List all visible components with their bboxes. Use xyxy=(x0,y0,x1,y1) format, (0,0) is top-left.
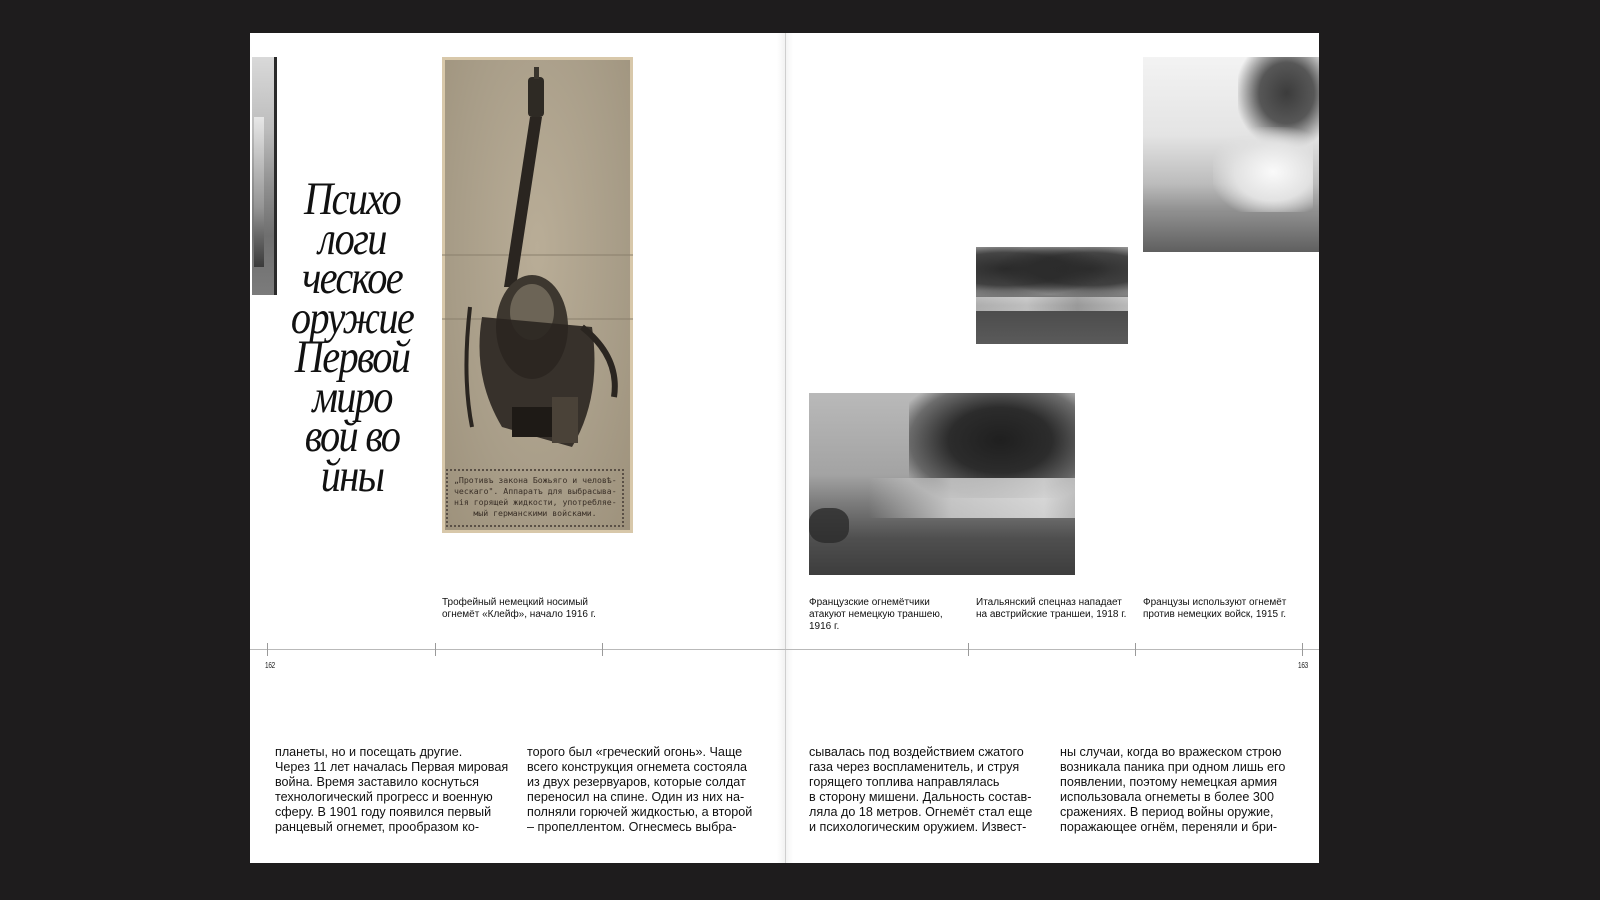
body-line: появлении, поэтому немецкая армия xyxy=(1060,775,1278,789)
caption-line: атакуют немецкую траншею, xyxy=(809,609,943,620)
article-title xyxy=(280,173,424,502)
body-line: торого был «греческий огонь». Чаще xyxy=(527,745,743,759)
flamethrower-clipping-photo xyxy=(442,57,633,533)
body-line: технологический прогресс и военную xyxy=(275,790,493,804)
title-line: йны xyxy=(320,449,384,502)
caption-line: Французы используют огнемёт xyxy=(1143,597,1287,608)
spine-fold xyxy=(785,33,786,863)
title-line: Первой xyxy=(294,331,410,383)
caption-klepper xyxy=(442,597,602,621)
grid-tick xyxy=(435,643,436,656)
body-line: сферу. В 1901 году появился первый xyxy=(275,805,492,819)
grid-tick xyxy=(1302,643,1303,656)
body-column-2 xyxy=(527,745,767,835)
grid-tick xyxy=(968,643,969,656)
body-line: полняли горючей жидкостью, а второй xyxy=(527,805,753,819)
flamethrower-illustration xyxy=(442,57,633,467)
clipping-line: мый германскими войсками. xyxy=(473,508,597,518)
cropped-photo-left-edge xyxy=(252,57,277,295)
caption-line: огнемёт «Клейф», начало 1916 г. xyxy=(442,609,596,620)
caption-line: на австрийские траншеи, 1918 г. xyxy=(976,609,1127,620)
body-column-3 xyxy=(809,745,1049,835)
grid-tick xyxy=(1135,643,1136,656)
body-line: газа через воспламенитель, и струя xyxy=(809,760,1020,774)
title-line: вой во xyxy=(304,410,400,462)
caption-line: Итальянский спецназ нападает xyxy=(976,597,1122,608)
grid-rule xyxy=(250,649,1319,650)
caption-line: против немецких войск, 1915 г. xyxy=(1143,609,1287,620)
clipping-line: нія горящей жидкости, употребляе- xyxy=(454,497,617,507)
title-line: Психо xyxy=(304,173,400,225)
caption-french-1915 xyxy=(1143,597,1313,621)
body-line: ляла до 18 метров. Огнемёт стал еще xyxy=(809,805,1033,819)
body-line: – пропеллентом. Огнесмесь выбра- xyxy=(527,820,737,834)
clipping-caption-box xyxy=(446,469,624,527)
body-line: ранцевый огнемет, прообразом ко- xyxy=(275,820,480,834)
body-column-1 xyxy=(275,745,515,835)
grid-tick xyxy=(267,643,268,656)
clipping-line: „Противъ закона Божьяго и человѣ- xyxy=(454,475,617,485)
body-line: планеты, но и посещать другие. xyxy=(275,745,463,759)
body-line: и психологическим оружием. Извест- xyxy=(809,820,1027,834)
body-line: всего конструкция огнемета состояла xyxy=(527,760,748,774)
body-line: Через 11 лет началась Первая мировая xyxy=(275,760,509,774)
grid-tick xyxy=(602,643,603,656)
caption-line: 1916 г. xyxy=(809,621,840,632)
page-number-left: 162 xyxy=(265,661,275,670)
title-line: миро xyxy=(312,370,392,423)
title-line: логи xyxy=(318,212,386,265)
caption-french-trench xyxy=(809,597,969,633)
body-line: война. Время заставило коснуться xyxy=(275,775,480,789)
body-line: в сторону мишени. Дальность состав- xyxy=(809,790,1032,804)
magazine-spread xyxy=(250,33,1319,863)
french-1915-flamethrower-photo xyxy=(1143,57,1319,252)
body-line: возникала паника при одном лишь его xyxy=(1060,760,1286,774)
page-number-right: 163 xyxy=(1298,661,1308,670)
body-line: использовала огнеметы в более 300 xyxy=(1060,790,1274,804)
italian-assault-photo xyxy=(976,247,1128,344)
caption-line: Трофейный немецкий носимый xyxy=(442,597,589,608)
body-column-4 xyxy=(1060,745,1300,835)
body-line: горящего топлива направлялась xyxy=(809,775,1000,789)
title-line: ческое xyxy=(302,252,402,304)
title-line: оружие xyxy=(290,291,414,344)
body-line: сражениях. В период войны оружие, xyxy=(1060,805,1274,819)
body-line: переносил на спине. Один из них на- xyxy=(527,790,745,804)
clipping-line: ческаго". Аппаратъ для выбрасыва- xyxy=(454,486,617,496)
caption-italian xyxy=(976,597,1141,621)
body-line: из двух резервуаров, которые солдат xyxy=(527,775,746,789)
body-line: ны случаи, когда во вражеском строю xyxy=(1060,745,1282,759)
caption-line: Французские огнемётчики xyxy=(809,597,930,608)
body-line: сывалась под воздействием сжатого xyxy=(809,745,1024,759)
french-trench-attack-photo xyxy=(809,393,1075,575)
body-line: поражающее огнём, переняли и бри- xyxy=(1060,820,1278,834)
